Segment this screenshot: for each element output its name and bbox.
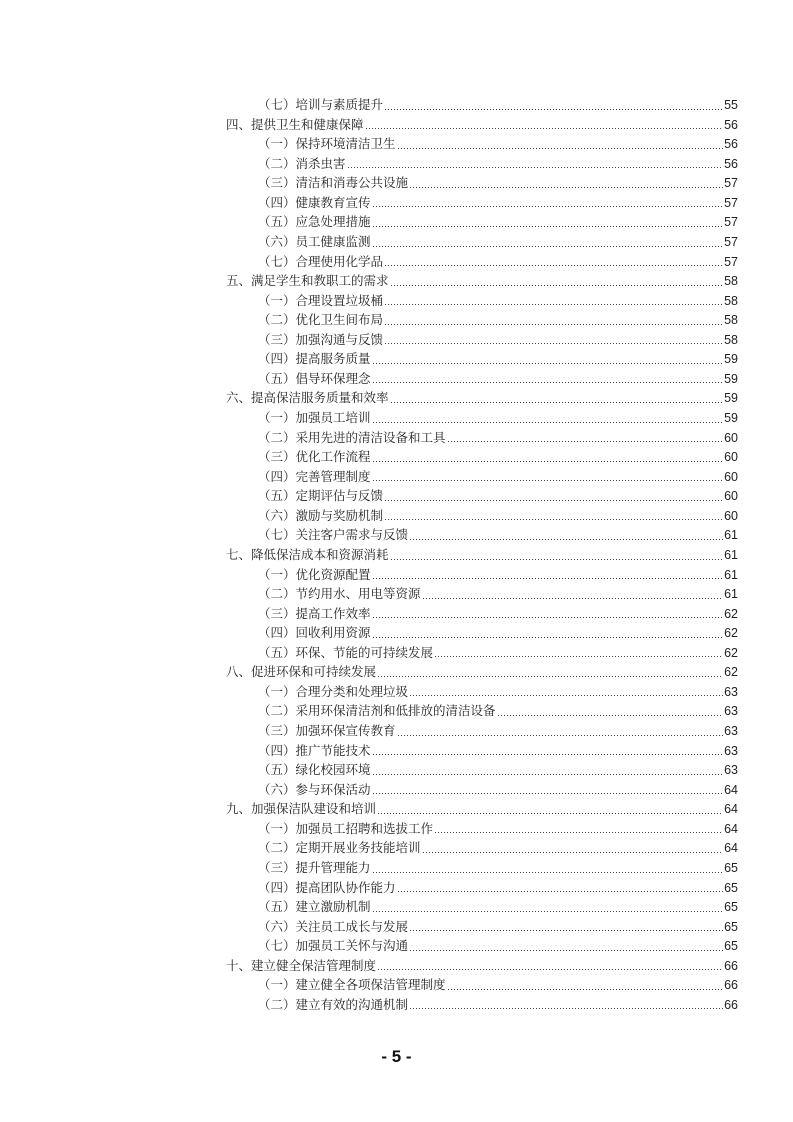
toc-subsection-entry[interactable]: [226, 486, 738, 506]
dot-leader: [372, 872, 724, 873]
toc-entry-title: （三）清洁和消毒公共设施: [258, 175, 409, 191]
toc-page-number: 65: [724, 919, 738, 934]
dot-leader: [409, 1008, 723, 1009]
toc-section-entry[interactable]: [226, 545, 738, 565]
toc-page-number: 60: [724, 450, 738, 465]
toc-page-number: 63: [724, 724, 738, 738]
toc-page-number: 62: [724, 645, 738, 660]
toc-subsection-entry[interactable]: [226, 310, 738, 330]
dot-leader: [447, 441, 724, 442]
toc-entry-title: （四）提高服务质量: [258, 351, 371, 367]
toc-subsection-entry[interactable]: [226, 721, 738, 741]
toc-subsection-entry[interactable]: [226, 506, 738, 526]
toc-entry-title: （三）优化工作流程: [258, 449, 371, 465]
toc-subsection-entry[interactable]: [226, 682, 738, 702]
toc-subsection-entry[interactable]: [226, 936, 738, 956]
toc-entry-title: （四）回收利用资源: [258, 625, 371, 641]
toc-page-number: 59: [724, 391, 738, 406]
dot-leader: [384, 304, 723, 305]
toc-entry-title: （五）定期评估与反馈: [258, 488, 384, 504]
dot-leader: [372, 246, 724, 247]
toc-entry-title: （六）关注员工成长与发展: [258, 918, 409, 934]
toc-subsection-entry[interactable]: [226, 467, 738, 487]
toc-entry-title: （四）提高团队协作能力: [258, 879, 396, 895]
toc-entry-title: （四）完善管理制度: [258, 468, 371, 484]
dot-leader: [447, 989, 724, 990]
toc-entry-title: （五）绿化校园环境: [258, 762, 371, 778]
dot-leader: [372, 226, 724, 227]
toc-subsection-entry[interactable]: [226, 212, 738, 232]
toc-page-number: 61: [724, 587, 738, 602]
toc-section-entry[interactable]: [226, 662, 738, 682]
toc-section-entry[interactable]: [226, 388, 738, 408]
toc-entry-title: （五）应急处理措施: [258, 214, 371, 230]
toc-entry-title: （一）保持环境清洁卫生: [258, 136, 396, 152]
toc-entry-title: （四）健康教育宣传: [258, 194, 371, 210]
toc-page-number: 61: [724, 547, 738, 562]
dot-leader: [372, 617, 724, 618]
toc-page-number: 62: [724, 626, 738, 641]
dot-leader: [384, 500, 723, 501]
toc-entry-title: （一）加强员工培训: [258, 410, 371, 425]
toc-page-number: 66: [724, 978, 738, 993]
dot-leader: [384, 324, 723, 325]
dot-leader: [409, 950, 723, 951]
dot-leader: [409, 695, 723, 696]
dot-leader: [390, 402, 724, 403]
toc-page-number: 56: [724, 117, 738, 132]
toc-subsection-entry[interactable]: [226, 701, 738, 721]
toc-subsection-entry[interactable]: [226, 232, 738, 252]
dot-leader: [384, 343, 723, 344]
toc-subsection-entry[interactable]: [226, 623, 738, 643]
toc-subsection-entry[interactable]: [226, 154, 738, 174]
toc-entry-title: （五）建立激励机制: [258, 899, 371, 915]
toc-entry-title: 九、加强保洁队建设和培训: [226, 801, 377, 817]
toc-page-number: 61: [724, 528, 738, 543]
toc-subsection-entry[interactable]: [226, 565, 738, 585]
toc-subsection-entry[interactable]: [226, 897, 738, 917]
dot-leader: [372, 363, 724, 364]
toc-subsection-entry[interactable]: [226, 878, 738, 898]
toc-entry-title: （二）节约用水、用电等资源: [258, 586, 421, 602]
dot-leader: [384, 265, 723, 266]
toc-page-number: 57: [724, 176, 738, 191]
toc-entry-title: （五）倡导环保理念: [258, 370, 371, 386]
toc-page-number: 63: [724, 763, 738, 778]
toc-entry-title: 五、满足学生和教职工的需求: [226, 273, 389, 289]
toc-subsection-entry[interactable]: [226, 369, 738, 389]
dot-leader: [372, 774, 724, 775]
dot-leader: [434, 832, 723, 833]
toc-page-number: 63: [724, 704, 738, 719]
toc-page-number: 57: [724, 195, 738, 210]
dot-leader: [372, 480, 724, 481]
toc-entry-title: （三）加强环保宣传教育: [258, 723, 396, 738]
toc-entry-title: （一）建立健全各项保洁管理制度: [258, 977, 446, 993]
toc-entry-title: （六）激励与奖励机制: [258, 507, 384, 523]
toc-page-number: 59: [724, 371, 738, 386]
toc-subsection-entry[interactable]: [226, 428, 738, 448]
toc-subsection-entry[interactable]: [226, 760, 738, 780]
dot-leader: [372, 911, 724, 912]
toc-entry-title: （六）参与环保活动: [258, 781, 371, 797]
toc-entry-title: （一）优化资源配置: [258, 566, 371, 582]
toc-page-number: 63: [724, 743, 738, 758]
toc-subsection-entry[interactable]: [226, 858, 738, 878]
toc-page-number: 58: [724, 293, 738, 308]
toc-subsection-entry[interactable]: [226, 604, 738, 624]
dot-leader: [397, 891, 724, 892]
dot-leader: [372, 578, 724, 579]
dot-leader: [422, 852, 724, 853]
toc-subsection-entry[interactable]: [226, 917, 738, 937]
dot-leader: [390, 559, 724, 560]
toc-page-number: 58: [724, 274, 738, 289]
dot-leader: [409, 187, 723, 188]
toc-entry-title: （一）加强员工招聘和选拔工作: [258, 820, 434, 836]
toc-page-number: 60: [724, 508, 738, 523]
page-number: - 5 -: [381, 1047, 412, 1066]
dot-leader: [372, 206, 724, 207]
toc-subsection-entry[interactable]: [226, 780, 738, 800]
toc-page-number: 58: [724, 332, 738, 347]
toc-page-number: 64: [724, 841, 738, 856]
toc-page-number: 56: [724, 137, 738, 152]
toc-subsection-entry[interactable]: [226, 819, 738, 839]
dot-leader: [497, 715, 724, 716]
toc-page-number: 60: [724, 469, 738, 484]
dot-leader: [409, 539, 723, 540]
toc-subsection-entry[interactable]: [226, 995, 738, 1015]
toc-subsection-entry[interactable]: [226, 173, 738, 193]
dot-leader: [372, 793, 724, 794]
dot-leader: [377, 813, 723, 814]
toc-page-number: 60: [724, 489, 738, 504]
toc-page-number: 58: [724, 313, 738, 328]
toc-subsection-entry[interactable]: [226, 584, 738, 604]
toc-section-entry[interactable]: [226, 956, 738, 976]
toc-subsection-entry[interactable]: [226, 95, 738, 115]
dot-leader: [434, 656, 723, 657]
toc-page-number: 55: [724, 98, 738, 112]
toc-entry-title: （三）提高工作效率: [258, 605, 371, 621]
dot-leader: [409, 930, 723, 931]
toc-page-number: 65: [724, 939, 738, 954]
toc-subsection-entry[interactable]: [226, 643, 738, 663]
toc-subsection-entry[interactable]: [226, 741, 738, 761]
dot-leader: [422, 598, 724, 599]
dot-leader: [377, 676, 723, 677]
dot-leader: [372, 637, 724, 638]
toc-entry-title: 八、促进环保和可持续发展: [226, 664, 377, 680]
toc-subsection-entry[interactable]: [226, 252, 738, 272]
toc-entry-title: （七）加强员工关怀与沟通: [258, 938, 409, 954]
toc-page-number: 57: [724, 234, 738, 249]
toc-subsection-entry[interactable]: [226, 525, 738, 545]
toc-page-number: 66: [724, 958, 738, 973]
toc-page-number: 61: [724, 567, 738, 582]
dot-leader: [390, 285, 724, 286]
toc-page-number: 66: [724, 997, 738, 1012]
toc-entry-title: （七）关注客户需求与反馈: [258, 527, 409, 543]
toc-page-number: 65: [724, 900, 738, 915]
table-of-contents: [226, 95, 738, 1014]
toc-page-number: 60: [724, 430, 738, 445]
toc-entry-title: （五）环保、节能的可持续发展: [258, 644, 434, 660]
toc-subsection-entry[interactable]: [226, 838, 738, 858]
toc-subsection-entry[interactable]: [226, 408, 738, 428]
dot-leader: [347, 167, 724, 168]
toc-page-number: 62: [724, 665, 738, 680]
toc-subsection-entry[interactable]: [226, 291, 738, 311]
toc-page-number: 63: [724, 684, 738, 699]
toc-page-number: 65: [724, 880, 738, 895]
toc-entry-title: （二）定期开展业务技能培训: [258, 840, 421, 856]
toc-page-number: 64: [724, 821, 738, 836]
toc-entry-title: 六、提高保洁服务质量和效率: [226, 390, 389, 406]
toc-page-number: 59: [724, 411, 738, 425]
dot-leader: [377, 969, 723, 970]
toc-page-number: 59: [724, 352, 738, 367]
toc-page-number: 62: [724, 606, 738, 621]
toc-section-entry[interactable]: [226, 799, 738, 819]
toc-entry-title: （七）合理使用化学品: [258, 253, 384, 269]
dot-leader: [372, 754, 724, 755]
toc-entry-title: （二）优化卫生间布局: [258, 312, 384, 328]
toc-subsection-entry[interactable]: [226, 134, 738, 154]
toc-page-number: 57: [724, 254, 738, 269]
toc-section-entry[interactable]: [226, 115, 738, 135]
toc-entry-title: （二）采用环保清洁剂和低排放的清洁设备: [258, 703, 496, 719]
toc-entry-title: （二）采用先进的清洁设备和工具: [258, 429, 446, 445]
toc-subsection-entry[interactable]: [226, 349, 738, 369]
toc-subsection-entry[interactable]: [226, 193, 738, 213]
dot-leader: [372, 422, 724, 423]
toc-entry-title: 四、提供卫生和健康保障: [226, 116, 364, 132]
dot-leader: [384, 109, 723, 110]
toc-page-number: 56: [724, 156, 738, 171]
dot-leader: [397, 148, 724, 149]
dot-leader: [384, 519, 723, 520]
toc-page-number: 65: [724, 860, 738, 875]
toc-entry-title: （六）员工健康监测: [258, 233, 371, 249]
toc-entry-title: （二）消杀虫害: [258, 155, 346, 171]
dot-leader: [372, 382, 724, 383]
toc-entry-title: （三）提升管理能力: [258, 859, 371, 875]
toc-entry-title: （七）培训与素质提升: [258, 97, 384, 112]
toc-entry-title: （二）建立有效的沟通机制: [258, 996, 409, 1012]
toc-page-number: 64: [724, 802, 738, 817]
toc-entry-title: （一）合理设置垃圾桶: [258, 292, 384, 308]
dot-leader: [372, 461, 724, 462]
toc-entry-title: 十、建立健全保洁管理制度: [226, 957, 377, 973]
toc-section-entry[interactable]: [226, 271, 738, 291]
toc-page-number: 57: [724, 215, 738, 230]
toc-subsection-entry[interactable]: [226, 330, 738, 350]
toc-entry-title: （三）加强沟通与反馈: [258, 331, 384, 347]
dot-leader: [397, 735, 724, 736]
toc-subsection-entry[interactable]: [226, 975, 738, 995]
toc-entry-title: （四）推广节能技术: [258, 742, 371, 758]
dot-leader: [365, 128, 724, 129]
toc-subsection-entry[interactable]: [226, 447, 738, 467]
toc-entry-title: （一）合理分类和处理垃圾: [258, 683, 409, 699]
toc-page-number: 64: [724, 782, 738, 797]
toc-entry-title: 七、降低保洁成本和资源消耗: [226, 546, 389, 562]
